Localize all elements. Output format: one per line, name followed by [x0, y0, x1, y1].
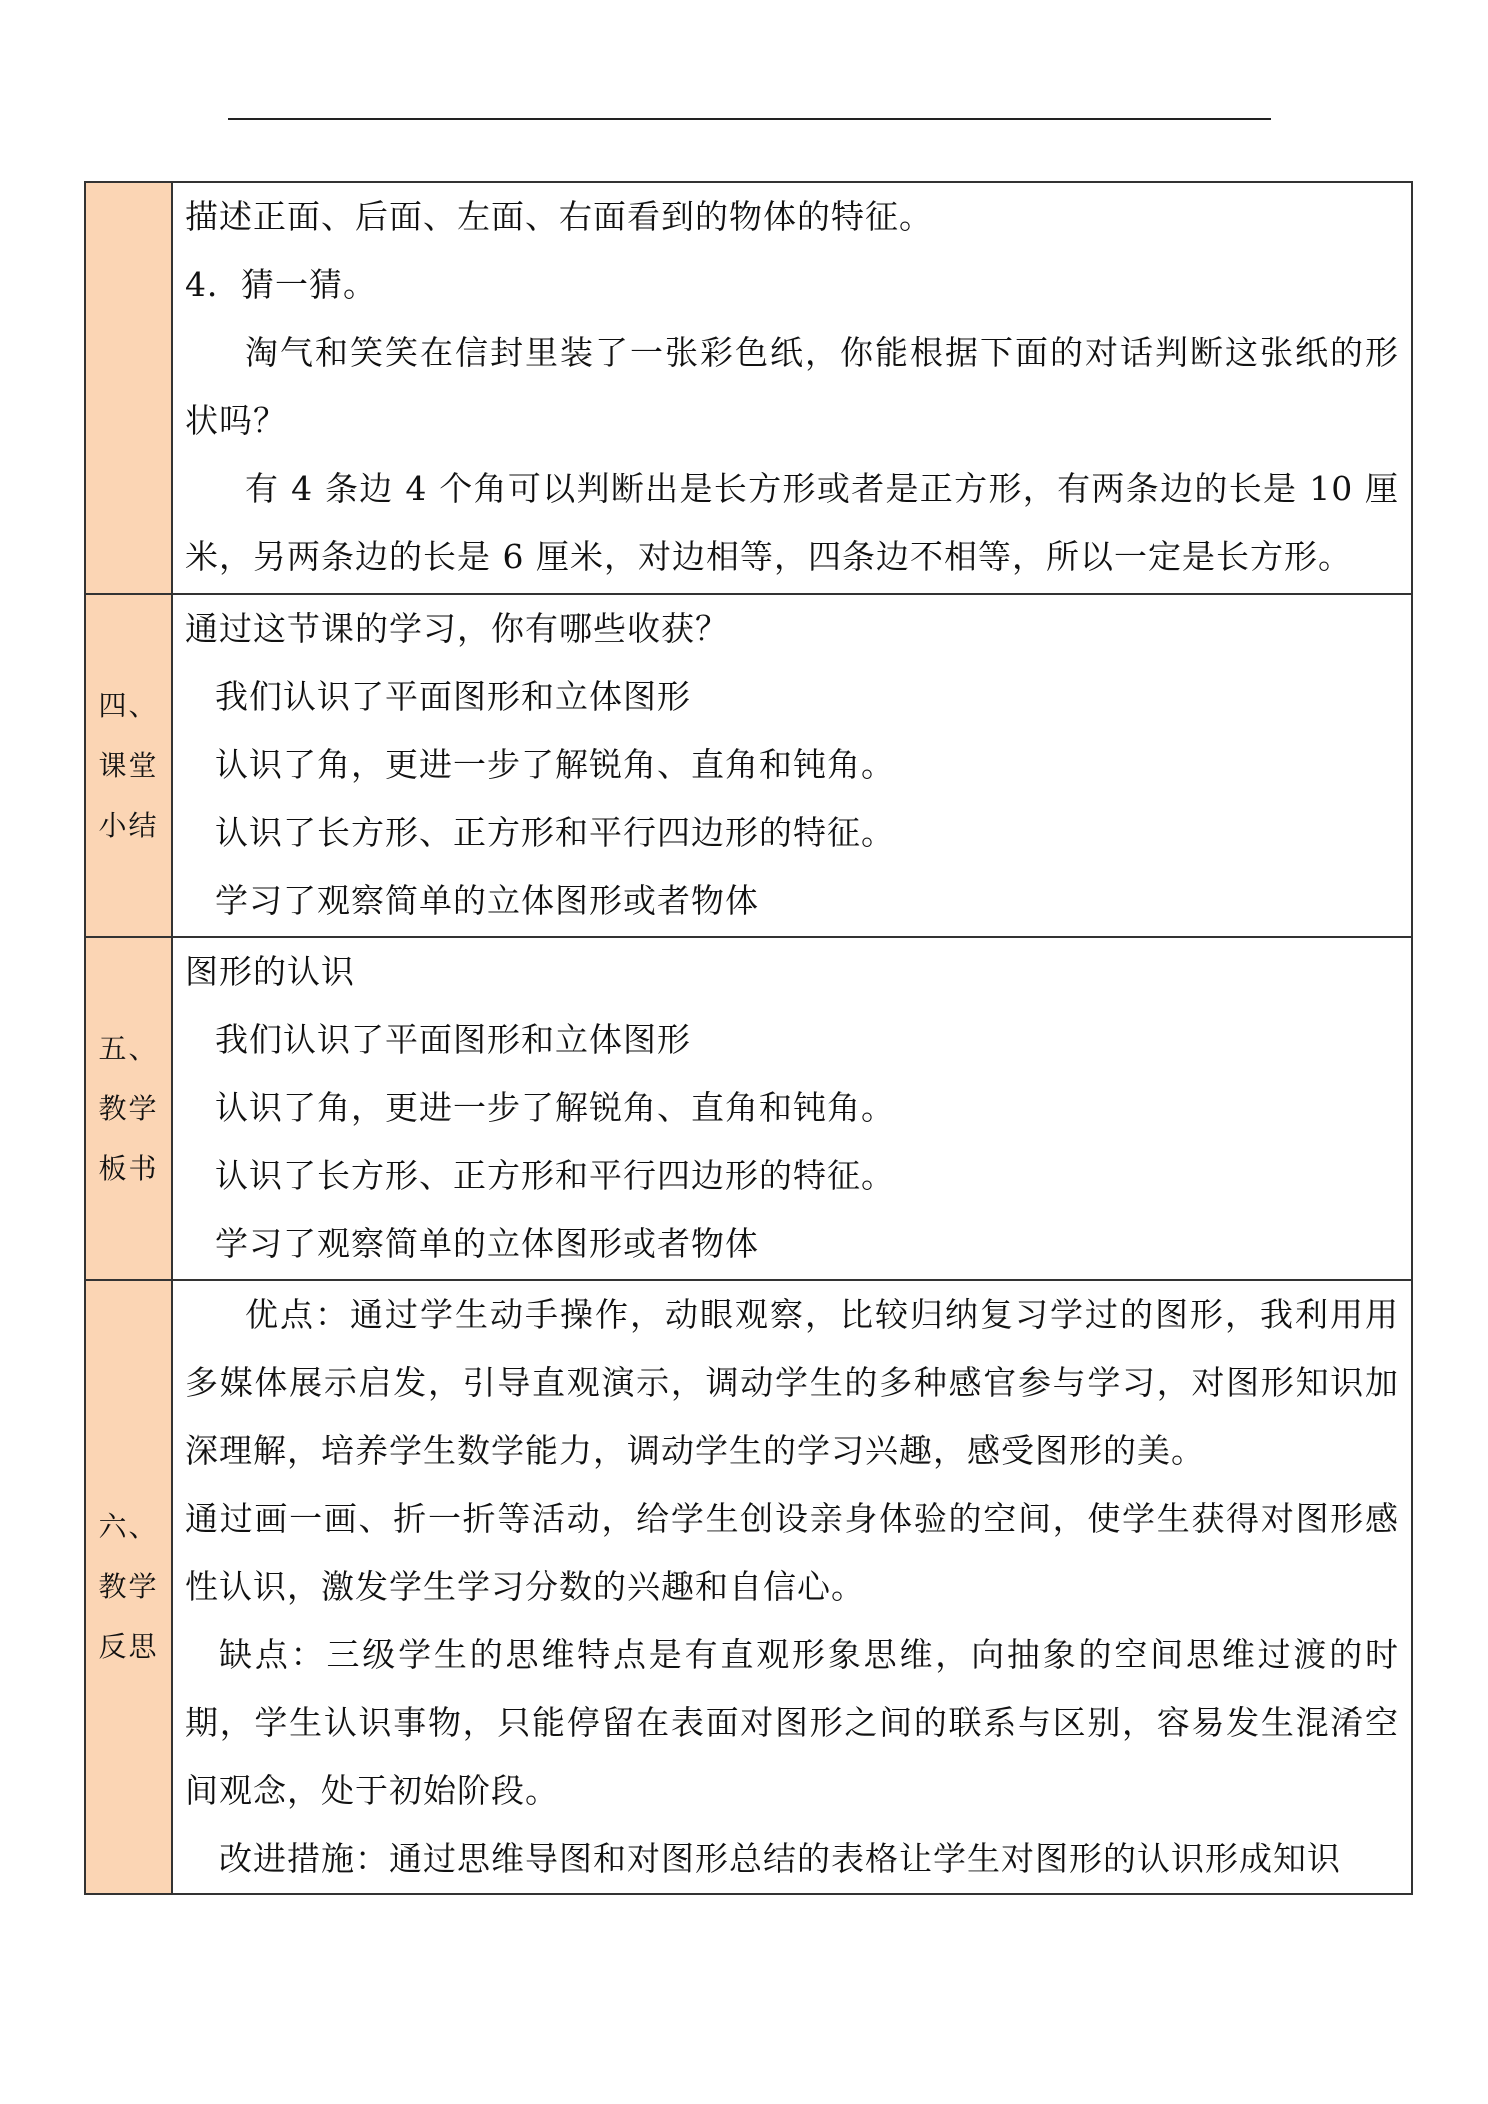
paragraph: 认识了角，更进一步了解锐角、直角和钝角。 — [215, 1088, 895, 1127]
paragraph: 4．猜一猜。 — [185, 265, 377, 304]
paragraph: 缺点：三级学生的思维特点是有直观形象思维，向抽象的空间思维过渡的时期，学生认识事物，只能停留在表面对图形之间的联系与区别，容易发生混淆空间观念，处于初始阶段。 — [185, 1635, 1399, 1810]
paragraph: 通过这节课的学习，你有哪些收获？ — [185, 609, 729, 648]
table-row — [85, 182, 1412, 594]
paragraph: 学习了观察简单的立体图形或者物体 — [215, 881, 759, 920]
table-row — [85, 594, 1412, 937]
paragraph: 淘气和笑笑在信封里装了一张彩色纸，你能根据下面的对话判断这张纸的形状吗？ — [185, 333, 1399, 440]
paragraph: 认识了长方形、正方形和平行四边形的特征。 — [215, 1156, 895, 1195]
paragraph: 有 4 条边 4 个角可以判断出是长方形或者是正方形，有两条边的长是 10 厘米，另两条边的长是 6 厘米，对边相等，四条边不相等，所以一定是长方形。 — [185, 469, 1399, 576]
row-content-board — [172, 937, 1412, 1280]
label-line: 反思 — [98, 1630, 159, 1663]
table-row — [85, 937, 1412, 1280]
label-line: 教学 — [98, 1570, 159, 1603]
label-line: 教学 — [98, 1091, 159, 1125]
label-line: 六、 — [98, 1510, 159, 1543]
table-row — [85, 1280, 1412, 1894]
row-content-summary — [172, 594, 1412, 937]
paragraph: 我们认识了平面图形和立体图形 — [215, 1020, 691, 1059]
paragraph: 图形的认识 — [185, 952, 355, 991]
paragraph: 认识了长方形、正方形和平行四边形的特征。 — [215, 813, 895, 852]
paragraph: 认识了角，更进一步了解锐角、直角和钝角。 — [215, 745, 895, 784]
row-label-reflection — [85, 1280, 172, 1894]
paragraph: 优点：通过学生动手操作，动眼观察，比较归纳复习学过的图形，我利用用多媒体展示启发，引导直观演示，调动学生的多种感官参与学习，对图形知识加深理解，培养学生数学能力，调动学生的学习兴趣，感受图形的美。 — [185, 1295, 1399, 1470]
header-rule — [228, 118, 1271, 120]
paragraph: 我们认识了平面图形和立体图形 — [215, 677, 691, 716]
paragraph: 描述正面、后面、左面、右面看到的物体的特征。 — [185, 197, 933, 236]
label-line: 课堂 — [98, 748, 159, 782]
paragraph: 学习了观察简单的立体图形或者物体 — [215, 1224, 759, 1263]
row-label-continued — [85, 182, 172, 594]
label-line: 五、 — [98, 1031, 159, 1065]
label-line: 小结 — [98, 808, 159, 842]
paragraph: 通过画一画、折一折等活动，给学生创设亲身体验的空间，使学生获得对图形感性认识，激发学生学习分数的兴趣和自信心。 — [185, 1499, 1399, 1606]
paragraph: 改进措施：通过思维导图和对图形总结的表格让学生对图形的认识形成知识 — [219, 1839, 1341, 1878]
row-label-board — [85, 937, 172, 1280]
row-label-summary — [85, 594, 172, 937]
row-content-activity — [172, 182, 1412, 594]
lesson-plan-table — [84, 181, 1413, 1895]
label-line: 四、 — [98, 688, 159, 722]
label-line: 板书 — [98, 1151, 159, 1185]
row-content-reflection — [172, 1280, 1412, 1894]
